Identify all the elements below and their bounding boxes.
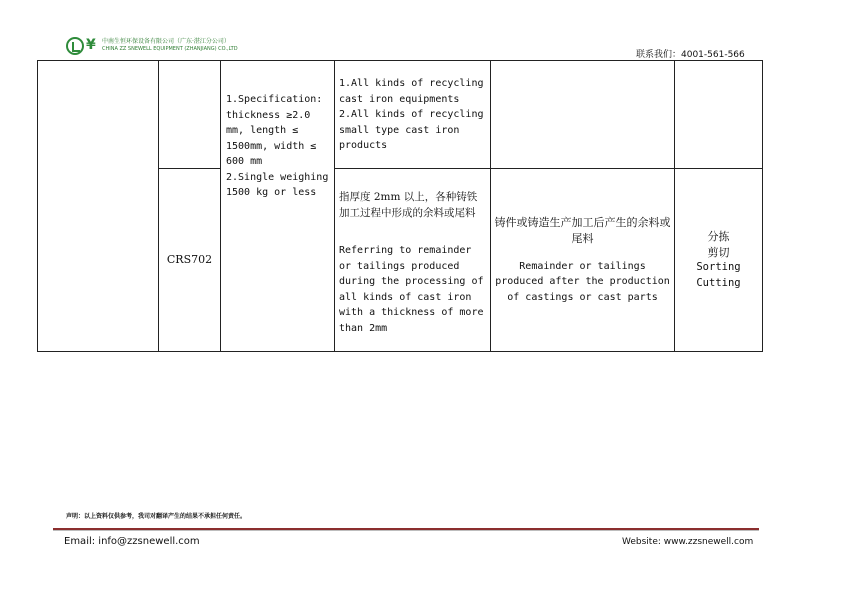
footer-divider-shadow	[53, 530, 759, 531]
spec-line: 600 mm	[226, 156, 263, 167]
equipment-line: 2.All kinds of recycling	[339, 109, 484, 120]
equipment-line: products	[339, 140, 388, 151]
disclaimer: 声明：以上资料仅供参考，我司对翻译产生的结果不承担任何责任。	[66, 513, 247, 520]
table-cell-empty	[38, 61, 159, 352]
material-description-cn: 指厚度 2mm 以上，各种铸铁加工过程中形成的余料或尾料	[339, 191, 478, 219]
spec-line: 1500 kg or less	[226, 187, 317, 198]
footer-website: Website: www.zzsnewell.com	[622, 537, 754, 547]
logo-name-cn: 中南生恒环保设备有限公司（广东·湛江分公司）	[102, 38, 230, 45]
footer-email: Email: info@zzsnewell.com	[64, 536, 200, 547]
logo-name-en: CHINA ZZ SNEWELL EQUIPMENT (ZHANJIANG) CO.,LTD	[102, 46, 238, 52]
process-cn-cutting: 剪切	[707, 245, 730, 259]
equipment-line: small type cast iron	[339, 124, 460, 136]
process-en-cutting: Cutting	[696, 276, 741, 289]
product-description-cn: 铸件或铸造生产加工后产生的余料或尾料	[494, 215, 671, 245]
table-cell-empty	[491, 61, 675, 169]
specification-cell	[221, 61, 335, 352]
product-code: CRS702	[159, 169, 221, 352]
spec-line: 1.Specification:	[226, 94, 323, 105]
process-cn-sorting: 分拣	[707, 230, 730, 243]
logo-icon	[66, 37, 84, 55]
product-description-en: Remainder or tailings produced after the production of castings or cast parts	[495, 260, 670, 303]
table-cell-empty	[675, 61, 763, 169]
company-logo	[66, 37, 238, 55]
spec-line: 2.Single weighing	[226, 171, 329, 183]
specification-table	[37, 60, 763, 352]
spec-line: thickness ≥2.0	[226, 109, 311, 121]
spec-line: mm, length ≤	[226, 125, 299, 136]
material-description-en: Referring to remainder or tailings produced during the processing of all kinds of cast iron with a thickness of more than 2mm	[339, 245, 484, 334]
spec-line: 1500mm, width ≤	[226, 140, 317, 152]
table-cell-empty	[159, 61, 221, 169]
equipment-line: cast iron equipments	[339, 93, 460, 105]
table-row	[38, 61, 763, 169]
product-description-cell	[491, 169, 675, 352]
logo-glyph-icon: ¥	[86, 37, 96, 53]
process-cell	[675, 169, 763, 352]
equipment-cell	[335, 61, 491, 169]
equipment-line: 1.All kinds of recycling	[339, 78, 484, 89]
material-description-cell	[335, 169, 491, 352]
contact-phone: 联系我们：4001-561-566	[636, 50, 745, 60]
process-en-sorting: Sorting	[696, 261, 741, 273]
